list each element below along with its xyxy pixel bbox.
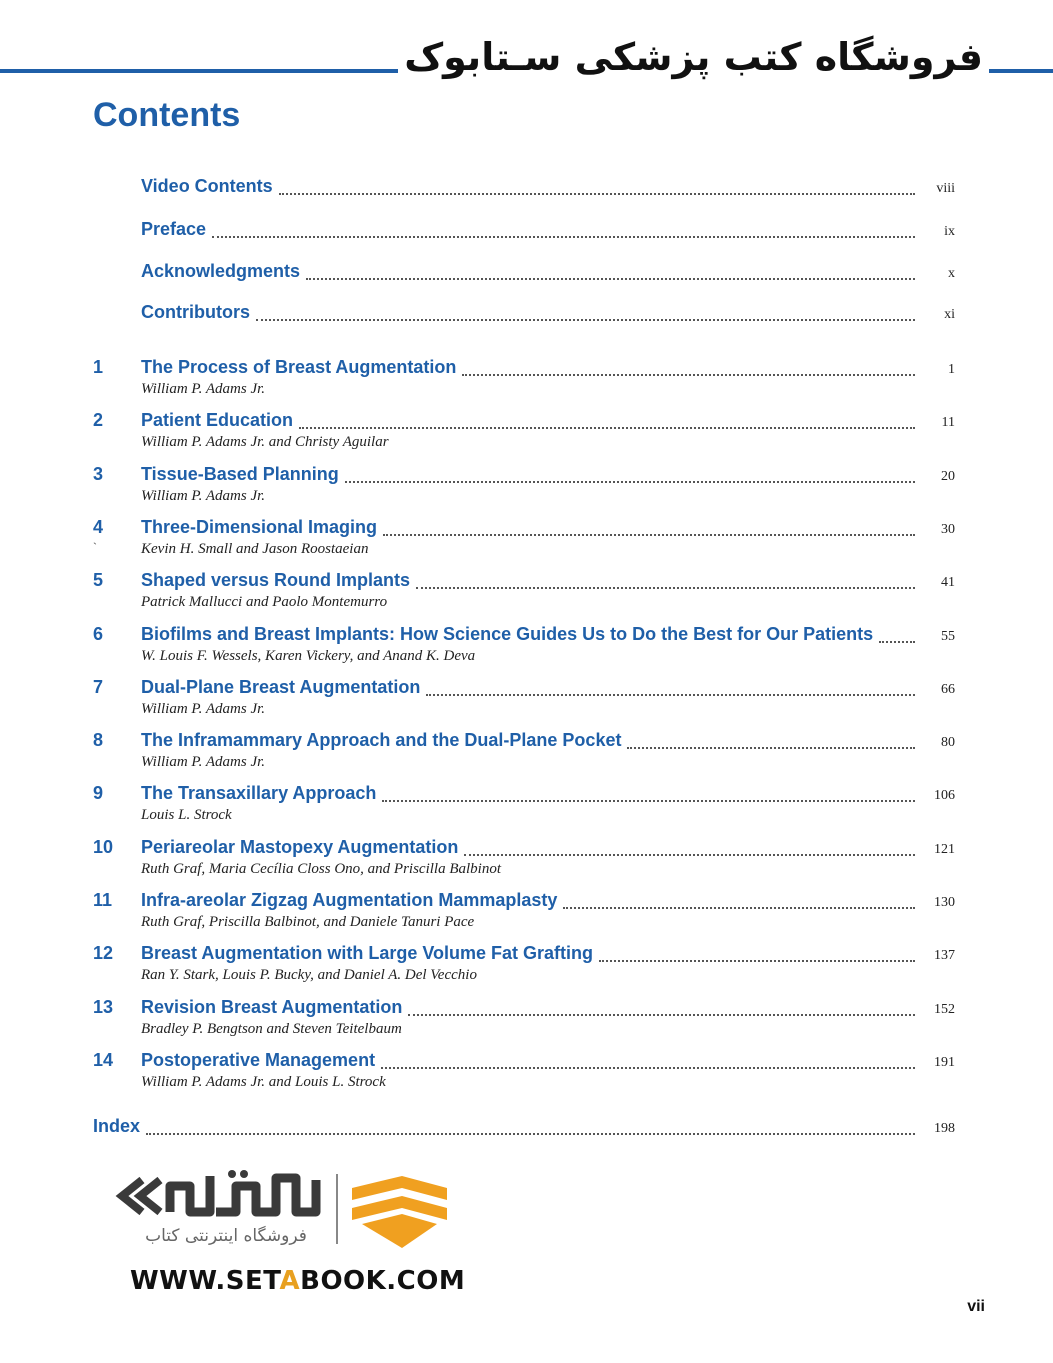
dot-leader: [279, 193, 915, 195]
chapter-title: The Transaxillary Approach: [141, 783, 380, 804]
chapter-page: 80: [941, 735, 955, 750]
chapter-title: Postoperative Management: [141, 1050, 379, 1071]
chapter-authors: William P. Adams Jr. and Christy Aguilar: [141, 434, 389, 450]
chapter-title: Revision Breast Augmentation: [141, 997, 406, 1018]
chapter-number: 7: [93, 677, 104, 697]
dot-leader: [299, 427, 915, 429]
chapter-entry[interactable]: [93, 1050, 955, 1098]
dot-leader: [306, 278, 915, 280]
chapter-authors: Ran Y. Stark, Louis P. Bucky, and Daniel A. Del Vecchio: [141, 967, 477, 983]
chapter-entry[interactable]: [93, 464, 955, 512]
chapter-page: 66: [941, 682, 955, 697]
chapter-page: 30: [941, 522, 955, 537]
dot-leader: [879, 641, 915, 643]
index-page: 198: [934, 1121, 955, 1136]
index-entry[interactable]: [93, 1116, 955, 1142]
front-matter-entry[interactable]: [141, 219, 955, 245]
chapter-page: 1: [948, 362, 955, 377]
chapter-title: The Inframammary Approach and the Dual-Plane Pocket: [141, 730, 625, 751]
store-banner: فروشگاه کتب پزشکی سـتابوک: [398, 32, 989, 82]
entry-page: viii: [936, 181, 955, 196]
chapter-authors: William P. Adams Jr.: [141, 754, 266, 770]
dot-leader: [464, 854, 915, 856]
site-url[interactable]: [130, 1266, 465, 1296]
dot-leader: [599, 960, 915, 962]
dot-leader: [563, 907, 915, 909]
index-label: Index: [93, 1116, 144, 1137]
dot-leader: [426, 694, 915, 696]
chapter-page: 55: [941, 629, 955, 644]
page-title: Contents: [93, 96, 241, 134]
chapter-title: Biofilms and Breast Implants: How Science Guides Us to Do the Best for Our Patients: [141, 624, 877, 645]
chapter-page: 41: [941, 575, 955, 590]
chapter-page: 137: [934, 948, 955, 963]
chapter-number: 4: [93, 517, 104, 537]
stray-mark: `: [93, 540, 97, 554]
chapter-authors: Kevin H. Small and Jason Roostaeian: [141, 541, 369, 557]
chapter-entry[interactable]: [93, 570, 955, 618]
chapter-authors: Patrick Mallucci and Paolo Montemurro: [141, 594, 388, 610]
chapter-number: 9: [93, 783, 104, 803]
chapter-authors: William P. Adams Jr. and Louis L. Strock: [141, 1074, 386, 1090]
entry-label: Video Contents: [141, 176, 277, 197]
dot-leader: [383, 534, 915, 536]
entry-page: ix: [944, 224, 955, 239]
dot-leader: [146, 1133, 915, 1135]
chapter-number: 12: [93, 943, 114, 963]
chapter-page: 130: [934, 895, 955, 910]
chapter-title: Patient Education: [141, 410, 297, 431]
chapter-page: 106: [934, 788, 955, 803]
chapter-entry[interactable]: [93, 997, 955, 1045]
chapter-entry[interactable]: [93, 357, 955, 405]
chapter-number: 6: [93, 624, 104, 644]
logo-book-icon: [352, 1176, 447, 1248]
dot-leader: [345, 481, 915, 483]
chapter-authors: W. Louis F. Wessels, Karen Vickery, and Anand K. Deva: [141, 648, 476, 664]
logo-chevrons-icon: [122, 1180, 160, 1212]
chapter-entry[interactable]: [93, 677, 955, 725]
chapter-page: 152: [934, 1002, 955, 1017]
chapter-number: 1: [93, 357, 104, 377]
chapter-title: Periareolar Mastopexy Augmentation: [141, 837, 462, 858]
chapter-number: 2: [93, 410, 104, 430]
dot-leader: [382, 800, 915, 802]
chapter-title: Breast Augmentation with Large Volume Fat Grafting: [141, 943, 597, 964]
chapter-number: 8: [93, 730, 104, 750]
front-matter-entry[interactable]: [141, 176, 955, 202]
chapter-page: 121: [934, 842, 955, 857]
chapter-page: 20: [941, 469, 955, 484]
logo-tagline: فروشگاه اینترنتی کتاب: [145, 1226, 307, 1246]
chapter-authors: Ruth Graf, Priscilla Balbinot, and Daniele Tanuri Pace: [141, 914, 475, 930]
front-matter-entry[interactable]: [141, 302, 955, 328]
chapter-number: 13: [93, 997, 114, 1017]
chapter-authors: Louis L. Strock: [141, 807, 232, 823]
chapter-number: 14: [93, 1050, 114, 1070]
entry-label: Preface: [141, 219, 210, 240]
site-url-suffix: BOOK.COM: [300, 1266, 466, 1296]
dot-leader: [212, 236, 915, 238]
chapter-page: 11: [941, 415, 955, 430]
dot-leader: [627, 747, 915, 749]
chapter-entry[interactable]: [93, 837, 955, 885]
chapter-title: Tissue-Based Planning: [141, 464, 343, 485]
dot-leader: [416, 587, 915, 589]
chapter-title: Infra-areolar Zigzag Augmentation Mammaplasty: [141, 890, 561, 911]
entry-label: Contributors: [141, 302, 254, 323]
entry-page: xi: [944, 307, 955, 322]
chapter-number: 3: [93, 464, 104, 484]
chapter-entry[interactable]: [93, 410, 955, 458]
dot-leader: [381, 1067, 915, 1069]
chapter-authors: Ruth Graf, Maria Cecília Closs Ono, and Priscilla Balbinot: [141, 861, 501, 877]
chapter-entry[interactable]: [93, 517, 955, 565]
dot-leader: [256, 319, 915, 321]
chapter-authors: Bradley P. Bengtson and Steven Teitelbaum: [141, 1021, 402, 1037]
chapter-number: 11: [93, 890, 113, 910]
chapter-authors: William P. Adams Jr.: [141, 488, 266, 504]
chapter-entry[interactable]: [93, 783, 955, 831]
chapter-entry[interactable]: [93, 624, 955, 672]
chapter-authors: William P. Adams Jr.: [141, 701, 266, 717]
entry-label: Acknowledgments: [141, 261, 304, 282]
chapter-title: Three-Dimensional Imaging: [141, 517, 381, 538]
logo-wordmark-icon: [170, 1170, 316, 1212]
dot-leader: [462, 374, 915, 376]
chapter-title: The Process of Breast Augmentation: [141, 357, 460, 378]
page-number: vii: [967, 1298, 985, 1315]
chapter-number: 5: [93, 570, 104, 590]
dot-leader: [408, 1014, 915, 1016]
chapter-entry[interactable]: [93, 730, 955, 778]
chapter-page: 191: [934, 1055, 955, 1070]
chapter-number: 10: [93, 837, 114, 857]
chapter-title: Dual-Plane Breast Augmentation: [141, 677, 424, 698]
site-url-accent: A: [279, 1266, 301, 1296]
chapter-title: Shaped versus Round Implants: [141, 570, 414, 591]
chapter-entry[interactable]: [93, 943, 955, 991]
site-url-prefix: WWW.SET: [130, 1266, 280, 1296]
entry-page: x: [948, 266, 955, 281]
front-matter-entry[interactable]: [141, 261, 955, 287]
chapter-authors: William P. Adams Jr.: [141, 381, 266, 397]
chapter-entry[interactable]: [93, 890, 955, 938]
